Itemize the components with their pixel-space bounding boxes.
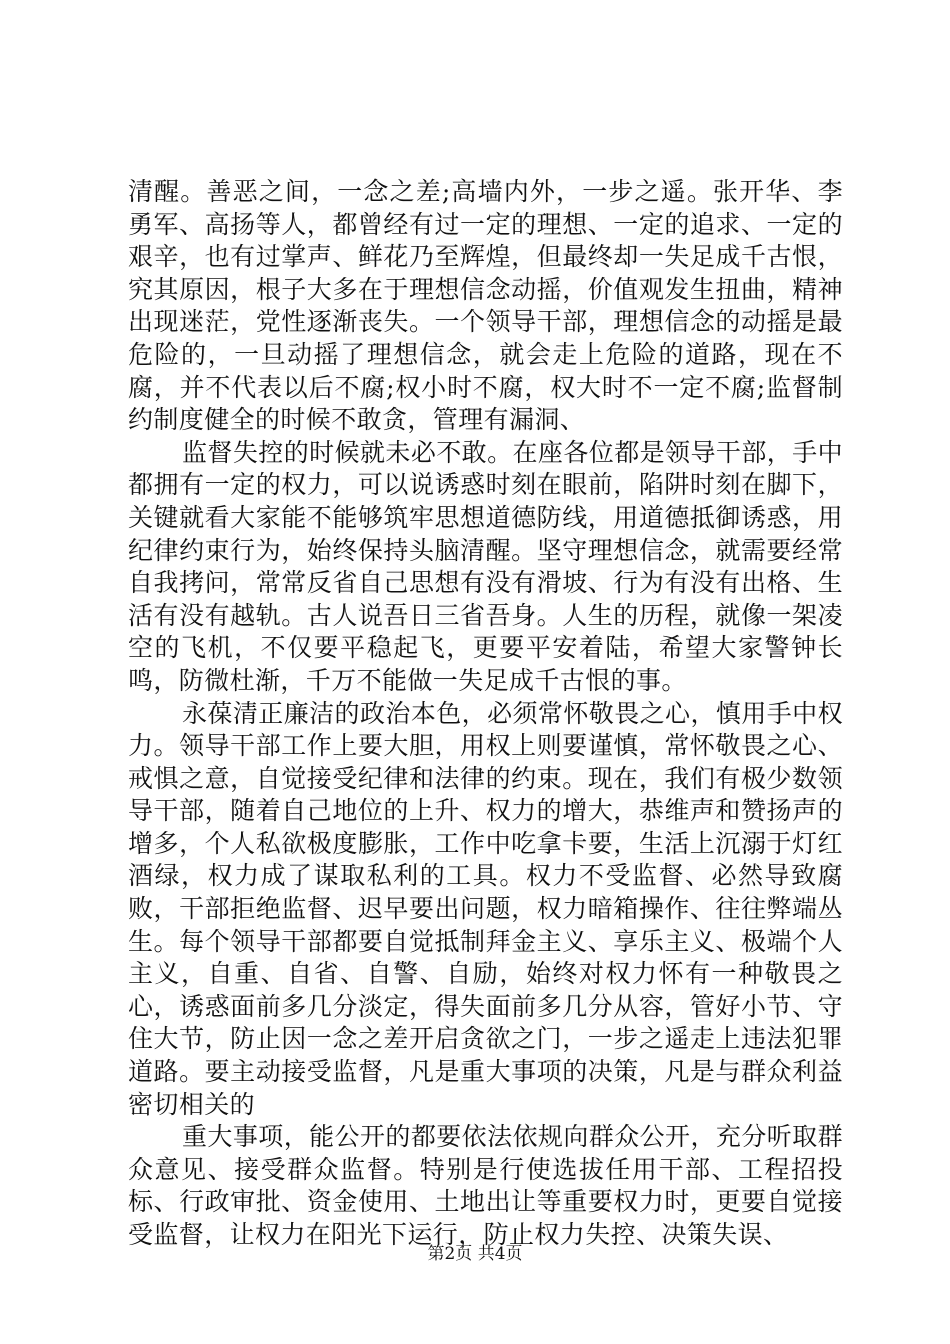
paragraph-3: 永葆清正廉洁的政治本色，必须常怀敬畏之心，慎用手中权力。领导干部工作上要大胆，用权上则要谨慎，常怀敬畏之心、戒惧之意，自觉接受纪律和法律的约束。现在，我们有极少数领导干部，随着自己地位的上升、权力的增大，恭维声和赞扬声的增多，个人私欲极度膨胀，工作中吃拿卡要，生活上沉溺于灯红酒绿，权力成了谋取私利的工具。权力不受监督、必然导致腐败，干部拒绝监督、迟早要出问题，权力暗箱操作、往往弊端丛生。每个领导干部都要自觉抵制拜金主义、享乐主义、极端个人主义，自重、自省、自警、自励，始终对权力怀有一种敬畏之心，诱惑面前多几分淡定，得失面前多几分从容，管好小节、守住大节，防止因一念之差开启贪欲之门，一步之遥走上违法犯罪道路。要主动接受监督，凡是重大事项的决策，凡是与群众利益密切相关的 bbox=[128, 698, 843, 1119]
paragraph-1: 清醒。善恶之间，一念之差;高墙内外，一步之遥。张开华、李勇军、高扬等人，都曾经有过一定的理想、一定的追求、一定的艰辛，也有过掌声、鲜花乃至辉煌，但最终却一失足成千古恨，究其原因，根子大多在于理想信念动摇，价值观发生扭曲，精神出现迷茫，党性逐渐丧失。一个领导干部，理想信念的动摇是最危险的，一旦动摇了理想信念，就会走上危险的道路，现在不腐，并不代表以后不腐;权小时不腐，权大时不一定不腐;监督制约制度健全的时候不敢贪，管理有漏洞、 bbox=[128, 177, 843, 435]
paragraph-2: 监督失控的时候就未必不敢。在座各位都是领导干部，手中都拥有一定的权力，可以说诱惑时刻在眼前，陷阱时刻在脚下，关键就看大家能不能够筑牢思想道德防线，用道德抵御诱惑，用纪律约束行为，始终保持头脑清醒。坚守理想信念，就需要经常自我拷问，常常反省自己思想有没有滑坡、行为有没有出格、生活有没有越轨。古人说吾日三省吾身。人生的历程，就像一架凌空的飞机，不仅要平稳起飞，更要平安着陆，希望大家警钟长鸣，防微杜渐，千万不能做一失足成千古恨的事。 bbox=[128, 437, 843, 695]
paragraph-4: 重大事项，能公开的都要依法依规向群众公开，充分听取群众意见、接受群众监督。特别是行使选拔任用干部、工程招投标、行政审批、资金使用、土地出让等重要权力时，更要自觉接受监督，让权力在阳光下运行，防止权力失控、决策失误、 bbox=[128, 1122, 843, 1249]
document-body bbox=[128, 176, 843, 1252]
page-number-footer: 第2页 共4页 bbox=[427, 1244, 523, 1264]
